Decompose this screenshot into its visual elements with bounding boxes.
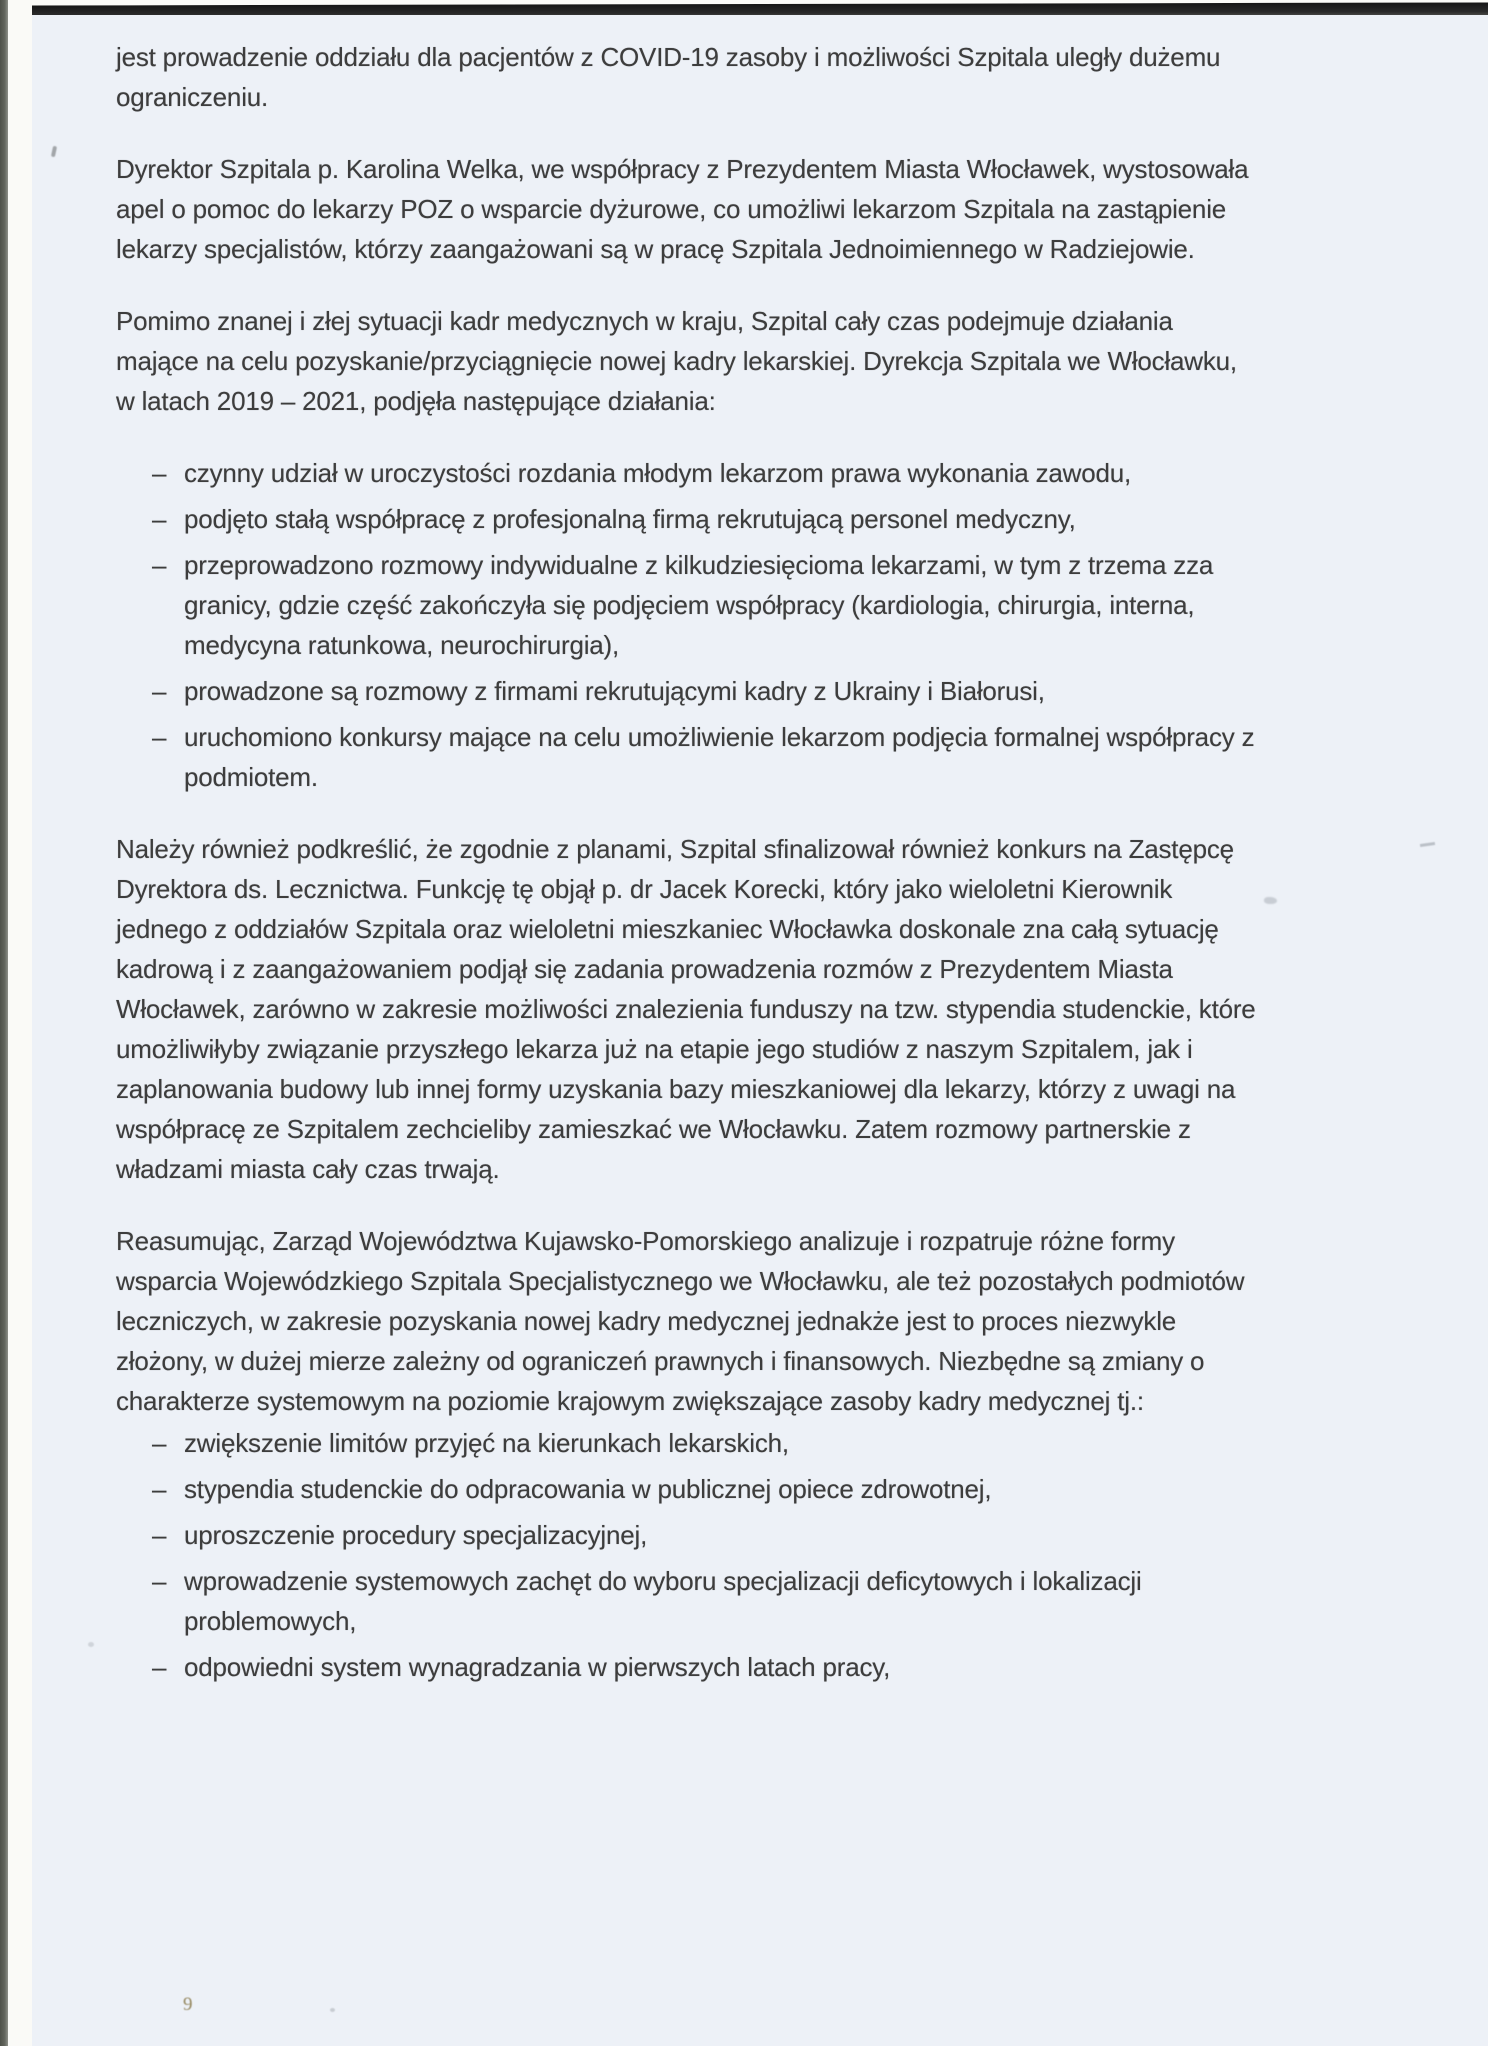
dash-marker: –: [152, 504, 167, 534]
actions-list: [116, 453, 1256, 797]
list-item-text: zwiększenie limitów przyjęć na kierunkach lekarskich,: [184, 1428, 789, 1458]
list-item: [116, 671, 1256, 711]
list-item-text: podjęto stałą współpracę z profesjonalną firmą rekrutującą personel medyczny,: [184, 504, 1076, 534]
list-item: [116, 545, 1256, 665]
list-item: [116, 1561, 1256, 1641]
dash-marker: –: [152, 550, 167, 580]
dash-marker: –: [152, 458, 167, 488]
paragraph-deputy-director: Należy również podkreślić, że zgodnie z planami, Szpital sfinalizował również konkurs na Zastępcę Dyrektora ds. Lecznictwa. Funkcję tę objął p. dr Jacek Korecki, który jako wieloletni Kierownik jednego z oddziałów Szpitala oraz wieloletni mieszkaniec Włocławka doskonale zna całą sytuację kadrową i z zaangażowaniem podjął się zadania prowadzenia rozmów z Prezydentem Miasta Włocławek, zarówno w zakresie możliwości znalezienia funduszy na tzw. stypendia studenckie, które umożliwiłyby związanie przyszłego lekarza już na etapie jego studiów z naszym Szpitalem, jak i zaplanowania budowy lub innej formy uzyskania bazy mieszkaniowej dla lekarzy, którzy z uwagi na współpracę ze Szpitalem zechcieliby zamieszkać we Włocławku. Zatem rozmowy partnerskie z władzami miasta cały czas trwają.: [116, 834, 1256, 1184]
list-item: [116, 717, 1256, 797]
dash-marker: –: [152, 676, 167, 706]
scan-border-left: [0, 0, 8, 2046]
dash-marker: –: [152, 1474, 167, 1504]
list-item-text: uruchomiono konkursy mające na celu umożliwienie lekarzom podjęcia formalnej współpracy z podmiotem.: [184, 722, 1255, 792]
dash-marker: –: [152, 1428, 167, 1458]
reforms-list: [116, 1423, 1256, 1687]
list-item-text: czynny udział w uroczystości rozdania młodym lekarzom prawa wykonania zawodu,: [184, 458, 1132, 488]
list-item: [116, 1515, 1256, 1555]
list-item-text: odpowiedni system wynagradzania w pierwszych latach pracy,: [184, 1652, 891, 1682]
dash-marker: –: [152, 1652, 167, 1682]
paragraph-staffing-intro: Pomimo znanej i złej sytuacji kadr medycznych w kraju, Szpital cały czas podejmuje działania mające na celu pozyskanie/przyciągnięcie nowej kadry lekarskiej. Dyrekcja Szpitala we Włocławku, w latach 2019 – 2021, podjęła następujące działania:: [116, 306, 1237, 416]
list-item: [116, 453, 1256, 493]
document-page: [32, 15, 1488, 2046]
paragraph-summary: Reasumując, Zarząd Województwa Kujawsko-Pomorskiego analizuje i rozpatruje różne formy wsparcia Wojewódzkiego Szpitala Specjalistycznego we Włocławku, ale też pozostałych podmiotów leczniczych, w zakresie pozyskania nowej kadry medycznej jednakże jest to proces niezwykle złożony, w dużej mierze zależny od ograniczeń prawnych i finansowych. Niezbędne są zmiany o charakterze systemowym na poziomie krajowym zwiększające zasoby kadry medycznej tj.:: [116, 1226, 1245, 1416]
list-item-text: prowadzone są rozmowy z firmami rekrutującymi kadry z Ukrainy i Białorusi,: [184, 676, 1045, 706]
list-item: [116, 1469, 1256, 1509]
paragraph-covid-limits: jest prowadzenie oddziału dla pacjentów z COVID-19 zasoby i możliwości Szpitala uległy dużemu ograniczeniu.: [116, 42, 1221, 112]
list-item: [116, 1423, 1256, 1463]
list-item-text: przeprowadzono rozmowy indywidualne z kilkudziesięcioma lekarzami, w tym z trzema zza granicy, gdzie część zakończyła się podjęciem współpracy (kardiologia, chirurgia, interna, medycyna ratunkowa, neurochirurgia),: [184, 550, 1214, 660]
list-item: [116, 499, 1256, 539]
paragraph-director-appeal: Dyrektor Szpitala p. Karolina Welka, we współpracy z Prezydentem Miasta Włocławek, wystosowała apel o pomoc do lekarzy POZ o wsparcie dyżurowe, co umożliwi lekarzom Szpitala na zastąpienie lekarzy specjalistów, którzy zaangażowani są w pracę Szpitala Jednoimiennego w Radziejowie.: [116, 154, 1249, 264]
list-item-text: wprowadzenie systemowych zachęt do wyboru specjalizacji deficytowych i lokalizacji problemowych,: [184, 1566, 1142, 1636]
list-item-text: stypendia studenckie do odpracowania w publicznej opiece zdrowotnej,: [184, 1474, 992, 1504]
document-body: [116, 37, 1256, 1719]
list-item-text: uproszczenie procedury specjalizacyjnej,: [184, 1520, 648, 1550]
dash-marker: –: [152, 1566, 167, 1596]
dash-marker: –: [152, 1520, 167, 1550]
list-item: [116, 1647, 1256, 1687]
scan-page-mark: 9: [183, 1994, 193, 2015]
scan-margin-left: [8, 0, 32, 2046]
dash-marker: –: [152, 722, 167, 752]
